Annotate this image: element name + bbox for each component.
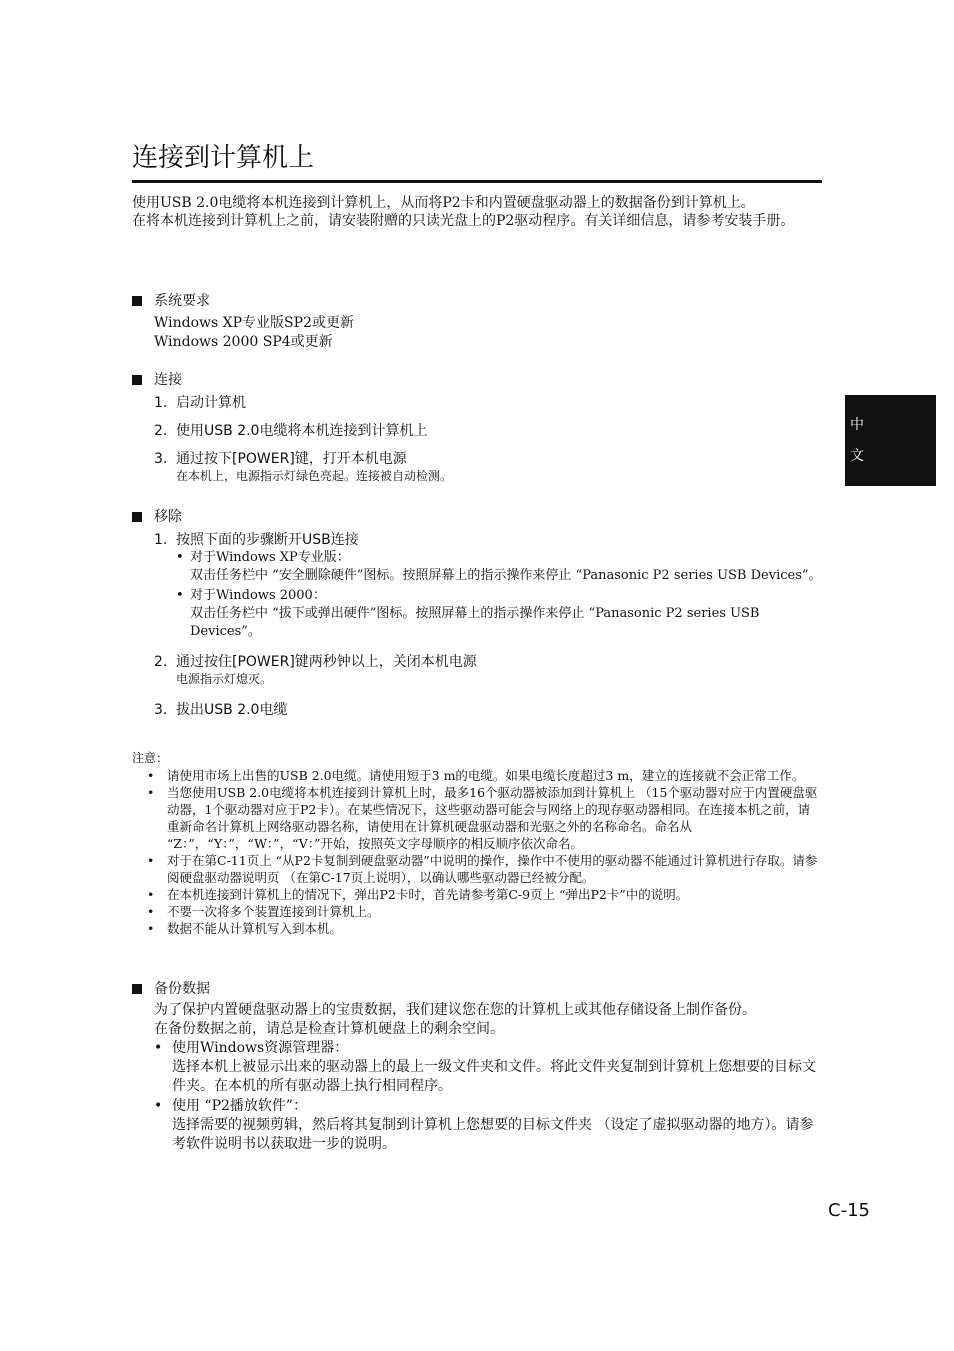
section-heading bbox=[132, 508, 822, 526]
step-number: 3. bbox=[154, 702, 168, 718]
step-text: 通过按下[POWER]键，打开本机电源 bbox=[176, 451, 407, 467]
bullet-label: 对于Windows XP专业版： bbox=[190, 550, 350, 565]
side-tab-char-1: 中 bbox=[850, 417, 864, 433]
list-item bbox=[147, 886, 822, 903]
list-item bbox=[147, 920, 822, 937]
bullet-text: 双击任务栏中 “拔下或弹出硬件”图标。按照屏幕上的指示操作来停止 “Panasonic P2 series USB Devices”。 bbox=[190, 606, 760, 639]
system-heading: 系统要求 bbox=[154, 293, 210, 309]
bullet-text: 双击任务栏中 “安全删除硬件”图标。按照屏幕上的指示操作来停止 “Panasonic P2 series USB Devices”。 bbox=[190, 568, 822, 583]
step-text: 按照下面的步骤断开USB连接 bbox=[176, 532, 359, 548]
remove-step-1 bbox=[154, 531, 822, 641]
section-removal bbox=[132, 508, 822, 719]
step-number: 2. bbox=[154, 654, 168, 670]
section-heading bbox=[132, 292, 822, 310]
intro-text bbox=[132, 194, 822, 230]
connect-step-2 bbox=[154, 422, 822, 440]
step-text: 通过按住[POWER]键两秒钟以上，关闭本机电源 bbox=[176, 654, 477, 670]
intro-paragraph-1: 使用USB 2.0电缆将本机连接到计算机上，从而将P2卡和内置硬盘驱动器上的数据备份到计算机上。 bbox=[132, 195, 755, 211]
title-rule bbox=[132, 180, 822, 183]
remove-heading: 移除 bbox=[154, 509, 182, 525]
section-connection bbox=[132, 371, 822, 484]
intro-paragraph-2: 在将本机连接到计算机上之前，请安装附赠的只读光盘上的P2驱动程序。有关详细信息，请参考安装手册。 bbox=[132, 213, 795, 229]
bullet-label: 使用 “P2播放软件”： bbox=[172, 1098, 308, 1114]
section-backup bbox=[132, 980, 822, 1154]
bullet-dot: • bbox=[147, 904, 155, 919]
step-note: 在本机上，电源指示灯绿色亮起。连接被自动检测。 bbox=[176, 469, 453, 483]
note-text: 当您使用USB 2.0电缆将本机连接到计算机上时，最多16个驱动器被添加到计算机上 （15个驱动器对应于内置硬盘驱动器，1个驱动器对应于P2卡）。在某些情况下，这些驱动器可能会与网络上的现存驱动器相同。在连接本机之前，请重新命名计算机上网络驱动器名称，请使用在计算机硬盘驱动器和光驱之外的名称命名。命名从 “Z：”，“Y：”，“W：”，“V：”开始，按照英文字母顺序的相反顺序依次命名。 bbox=[167, 785, 818, 851]
bullet-dot: • bbox=[147, 887, 155, 902]
system-line-2: Windows 2000 SP4或更新 bbox=[154, 334, 333, 350]
section-heading bbox=[132, 371, 822, 389]
bullet-dot: • bbox=[154, 1040, 163, 1056]
square-bullet-icon bbox=[132, 512, 142, 522]
notes-list bbox=[147, 767, 822, 937]
list-item bbox=[154, 1039, 822, 1096]
page-number: C-15 bbox=[828, 1200, 870, 1221]
step-note: 电源指示灯熄灭。 bbox=[176, 672, 273, 686]
square-bullet-icon bbox=[132, 375, 142, 385]
list-item bbox=[147, 903, 822, 920]
bullet-dot: • bbox=[147, 768, 155, 783]
language-side-tab bbox=[845, 395, 936, 486]
square-bullet-icon bbox=[132, 984, 142, 994]
step-text: 拔出USB 2.0电缆 bbox=[176, 702, 288, 718]
step-text: 使用USB 2.0电缆将本机连接到计算机上 bbox=[176, 423, 428, 439]
backup-paragraph-1: 为了保护内置硬盘驱动器上的宝贵数据，我们建议您在您的计算机上或其他存储设备上制作备份。 bbox=[154, 1002, 756, 1018]
system-line-1: Windows XP专业版SP2或更新 bbox=[154, 315, 354, 331]
bullet-dot: • bbox=[147, 853, 155, 868]
backup-paragraph-2: 在备份数据之前，请总是检查计算机硬盘上的剩余空间。 bbox=[154, 1021, 504, 1037]
bullet-text: 选择需要的视频剪辑，然后将其复制到计算机上您想要的目标文件夹 （设定了虚拟驱动器的地方）。请参考软件说明书以获取进一步的说明。 bbox=[172, 1117, 814, 1152]
square-bullet-icon bbox=[132, 296, 142, 306]
bullet-dot: • bbox=[147, 921, 155, 936]
bullet-dot: • bbox=[154, 1098, 163, 1114]
connect-heading: 连接 bbox=[154, 372, 182, 388]
list-item bbox=[147, 852, 822, 886]
note-text: 在本机连接到计算机上的情况下，弹出P2卡时，首先请参考第C-9页上 “弹出P2卡”中的说明。 bbox=[167, 887, 689, 902]
bullet-dot: • bbox=[176, 588, 184, 603]
note-text: 数据不能从计算机写入到本机。 bbox=[167, 921, 343, 936]
bullet-label: 对于Windows 2000： bbox=[190, 588, 326, 603]
section-heading bbox=[132, 980, 822, 998]
bullet-dot: • bbox=[176, 550, 184, 565]
step-number: 2. bbox=[154, 423, 168, 439]
connect-step-3 bbox=[154, 450, 822, 484]
page-title: 连接到计算机上 bbox=[132, 143, 315, 173]
list-item bbox=[154, 1097, 822, 1154]
bullet-label: 使用Windows资源管理器： bbox=[172, 1040, 349, 1056]
bullet-text: 选择本机上被显示出来的驱动器上的最上一级文件夹和文件。将此文件夹复制到计算机上您想要的目标文件夹。在本机的所有驱动器上执行相同程序。 bbox=[172, 1059, 816, 1094]
backup-heading: 备份数据 bbox=[154, 981, 210, 997]
step-number: 1. bbox=[154, 532, 168, 548]
connect-step-1 bbox=[154, 394, 822, 412]
note-text: 对于在第C-11页上 “从P2卡复制到硬盘驱动器”中说明的操作，操作中不使用的驱动器不能通过计算机进行存取。请参阅硬盘驱动器说明页 （在第C-17页上说明），以确认哪些驱动器已经被分配。 bbox=[167, 853, 818, 885]
bullet-dot: • bbox=[147, 785, 155, 800]
note-text: 不要一次将多个装置连接到计算机上。 bbox=[167, 904, 380, 919]
remove-step-2 bbox=[154, 653, 822, 687]
note-text: 请使用市场上出售的USB 2.0电缆。请使用短于3 m的电缆。如果电缆长度超过3 m，建立的连接就不会正常工作。 bbox=[167, 768, 805, 783]
remove-step-3 bbox=[154, 701, 822, 719]
side-tab-char-2: 文 bbox=[850, 448, 864, 464]
section-system-requirements bbox=[132, 292, 822, 352]
step-text: 启动计算机 bbox=[176, 395, 246, 411]
list-item bbox=[147, 767, 822, 784]
list-item bbox=[176, 549, 822, 585]
list-item bbox=[147, 784, 822, 852]
step-number: 3. bbox=[154, 451, 168, 467]
list-item bbox=[176, 587, 822, 641]
notes-label: 注意： bbox=[132, 751, 169, 765]
step-number: 1. bbox=[154, 395, 168, 411]
